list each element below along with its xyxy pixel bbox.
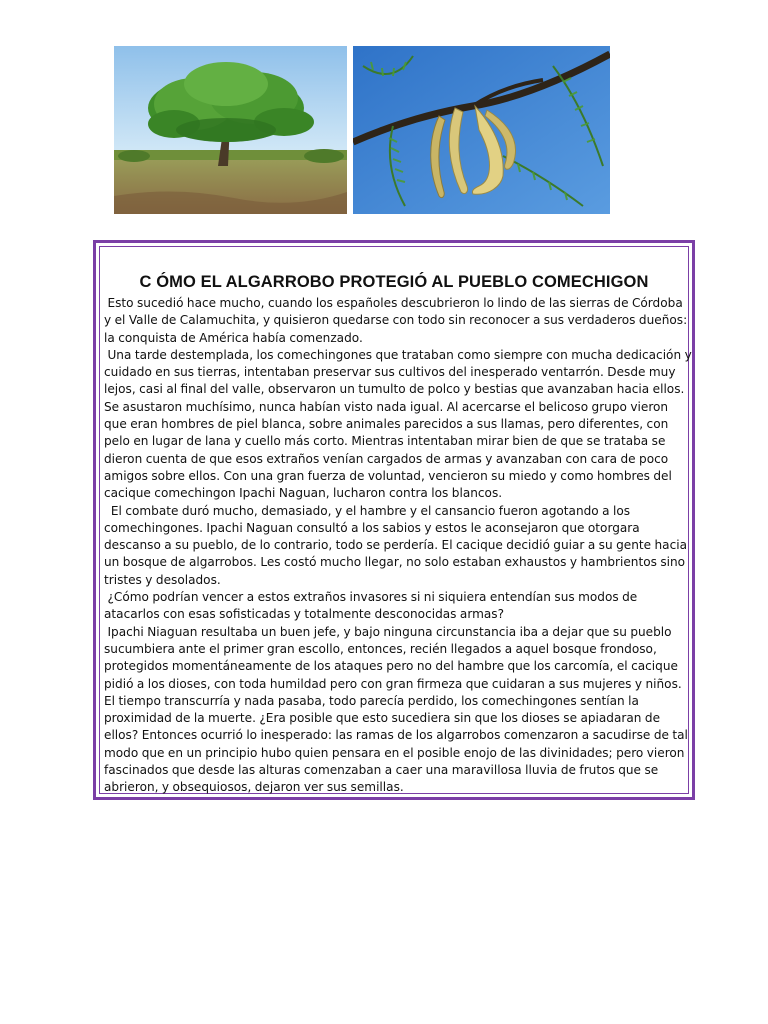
story-frame [93, 240, 695, 800]
pods-illustration [353, 46, 610, 214]
tree-illustration [114, 46, 347, 214]
story-paragraph: Una tarde destemplada, los comechingones que trataban como siempre con mucha dedicación y cuidado en sus tierras, intentaban preservar sus cultivos del inesperado ventarrón. Desde muy lejos, casi al final del valle, observaron un tumulto de polco y bestias que avanzaban hacia ellos. Se asustaron muchísimo, nunca habían visto nada igual. Al acercarse el belicoso grupo vieron que eran hombres de piel blanca, sobre animales parecidos a sus llamas, pero diferentes, con pelo en lugar de lana y cuello más corto. Mientras intentaban mirar bien de que se trataba se dieron cuenta de que esos extraños venían cargados de armas y avanzaban con cara de poco amigos sobre ellos. Con una gran fuerza de voluntad, vencieron su miedo y como hombres del cacique comechingon Ipachi Naguan, lucharon contra los blancos. [104, 347, 696, 501]
story-paragraph: Esto sucedió hace mucho, cuando los españoles descubrieron lo lindo de las sierras de Córdoba y el Valle de Calamuchita, y quisieron quedarse con todo sin reconocer a sus verdaderos dueños: la conquista de América había comenzado. [104, 296, 691, 345]
story-paragraph: ¿Cómo podrían vencer a estos extraños invasores si ni siquiera entendían sus modos de atacarlos con esas sofisticadas y totalmente desconocidas armas? [104, 590, 641, 622]
story-paragraph: Ipachi Niaguan resultaba un buen jefe, y bajo ninguna circunstancia iba a dejar que su pueblo sucumbiera ante el primer gran escollo, entonces, recién llegados a aquel bosque frondoso, protegidos momentáneamente de los ataques pero no del hambre que los carcomía, el cacique pidió a los dioses, con toda humildad pero con gran firmeza que cuidaran a sus mujeres y niños. [104, 624, 682, 691]
algarrobo-tree-photo [114, 46, 347, 214]
story-title: C ÓMO EL ALGARROBO PROTEGIÓ AL PUEBLO COMECHIGON [139, 273, 649, 291]
story-paragraph: El tiempo transcurría y nada pasaba, todo parecía perdido, los comechingones sentían la proximidad de la muerte. ¿Era posible que esto sucediera sin que los dioses se apiadaran de ellos? Entonces ocurrió lo inesperado: las ramas de los algarrobos comenzaron a sacudirse de tal modo que en un principio hubo quien pensara en el posible enojo de las divinidades; pero vieron fascinados que desde las alturas comenzaban a caer una maravillosa lluvia de frutos que se abrieron, y obsequiosos, dejaron ver sus semillas. [104, 693, 692, 795]
story-body [104, 295, 696, 797]
story-paragraph: El combate duró mucho, demasiado, y el hambre y el cansancio fueron agotando a los comechingones. Ipachi Naguan consultó a los sabios y estos le aconsejaron que otorgara descanso a su pueblo, de lo contrario, todo se perdería. El cacique decidió guiar a su gente hacia un bosque de algarrobos. Les costó mucho llegar, no solo estaban exhaustos y hambrientos sino tristes y desolados. [104, 503, 691, 587]
algarrobo-pods-photo [353, 46, 610, 214]
